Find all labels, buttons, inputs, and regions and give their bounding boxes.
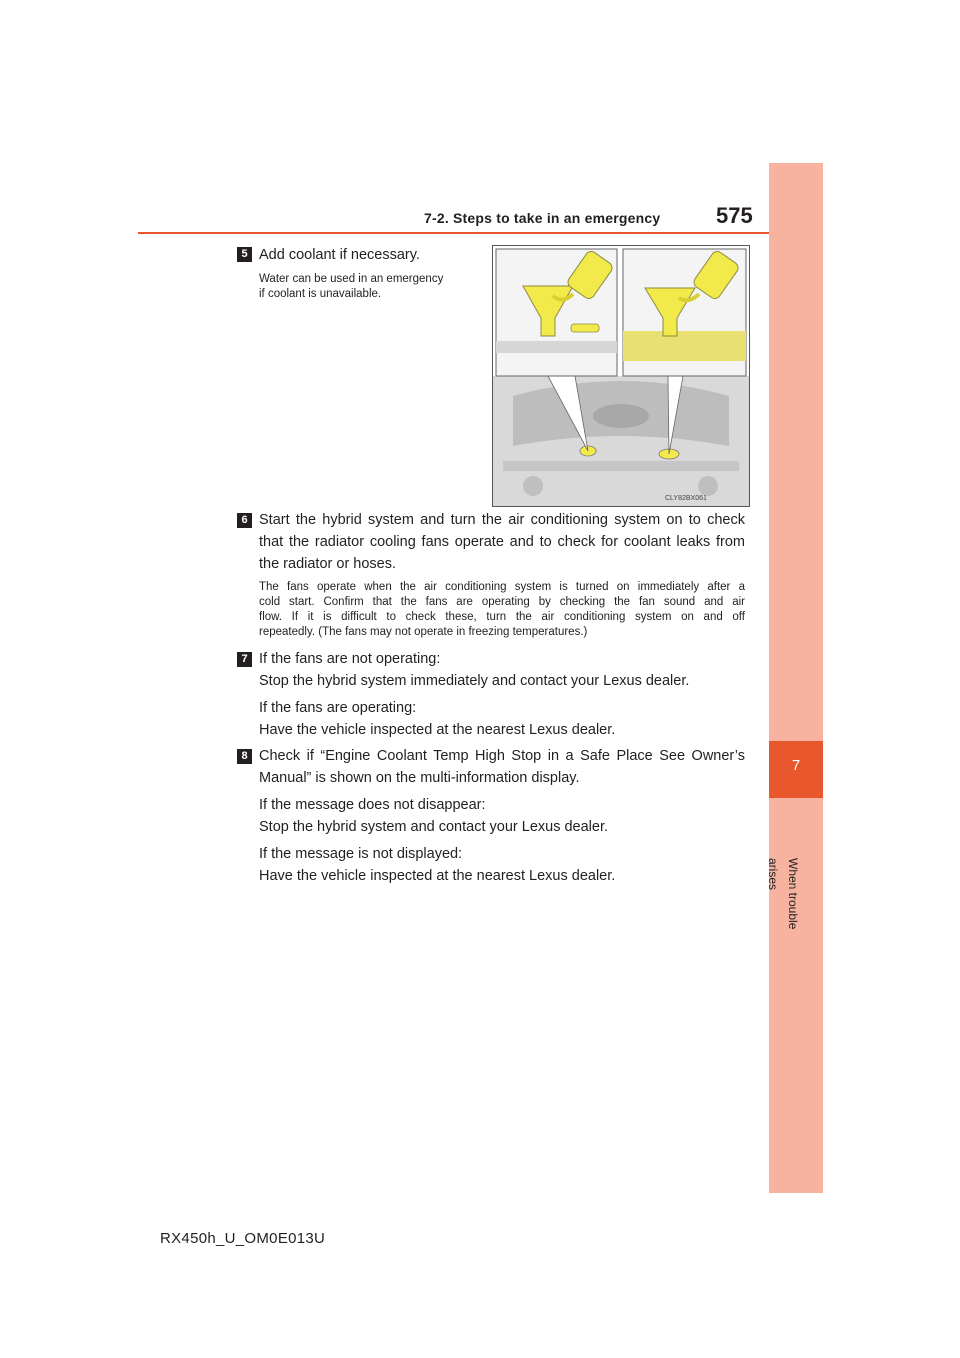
hood-edge-left — [496, 341, 617, 353]
step-6-line-2: that the radiator cooling fans operate and to check for coolant leaks from — [259, 534, 745, 550]
section-title: 7-2. Steps to take in an emergency — [424, 210, 661, 226]
step-7-condition-2: If the fans are operating: — [259, 700, 417, 716]
page-number: 575 — [716, 203, 753, 228]
figure-code: CLY82BX061 — [665, 495, 707, 502]
engine-part — [698, 476, 718, 496]
coolant-illustration — [492, 245, 750, 507]
reservoir-neck — [571, 324, 599, 332]
step-8-line-1: Check if “Engine Coolant Temp High Stop in a Safe Place See Owner’s — [259, 748, 745, 764]
step-6-note-line-2: cold start. Confirm that the fans are operating by checking the fan sound and air — [259, 596, 745, 608]
step-5-badge: 5 — [237, 247, 252, 262]
step-6-line-1: Start the hybrid system and turn the air conditioning system on to check — [259, 512, 745, 528]
reservoir-tank — [623, 331, 746, 361]
step-8-action-1: Stop the hybrid system and contact your Lexus dealer. — [259, 819, 609, 835]
step-8-condition-2: If the message is not displayed: — [259, 846, 463, 862]
radiator-support — [503, 461, 739, 471]
step-7-badge: 7 — [237, 652, 252, 667]
step-6-note-line-3: flow. If it is difficult to check these, turn the air conditioning system on and off — [259, 611, 745, 623]
engine-bay-illustration — [493, 246, 749, 506]
step-8-action-2: Have the vehicle inspected at the nearest Lexus dealer. — [259, 868, 616, 884]
step-8-badge: 8 — [237, 749, 252, 764]
engine-part — [523, 476, 543, 496]
chapter-number: 7 — [791, 757, 801, 774]
engine-emblem — [593, 404, 649, 428]
step-8-line-2: Manual” is shown on the multi-information display. — [259, 770, 580, 786]
step-7-action-2: Have the vehicle inspected at the nearest Lexus dealer. — [259, 722, 616, 738]
step-6-note-line-1: The fans operate when the air conditioning system is turned on immediately after a — [259, 581, 745, 593]
header-rule — [138, 232, 822, 234]
step-8-condition-1: If the message does not disappear: — [259, 797, 486, 813]
chapter-label: When trouble arises — [766, 858, 800, 930]
step-5-note-line-1: Water can be used in an emergency — [259, 273, 444, 285]
chapter-side-tab — [766, 163, 823, 1193]
step-7-condition-1: If the fans are not operating: — [259, 651, 441, 667]
step-6-badge: 6 — [237, 513, 252, 528]
step-5-text: Add coolant if necessary. — [259, 247, 420, 263]
step-6-line-3: the radiator or hoses. — [259, 556, 397, 572]
step-5-note-line-2: if coolant is unavailable. — [259, 288, 382, 300]
model-code-footer: RX450h_U_OM0E013U — [160, 1230, 326, 1247]
step-7-action-1: Stop the hybrid system immediately and contact your Lexus dealer. — [259, 673, 690, 689]
step-6-note-line-4: repeatedly. (The fans may not operate in freezing temperatures.) — [259, 626, 588, 638]
